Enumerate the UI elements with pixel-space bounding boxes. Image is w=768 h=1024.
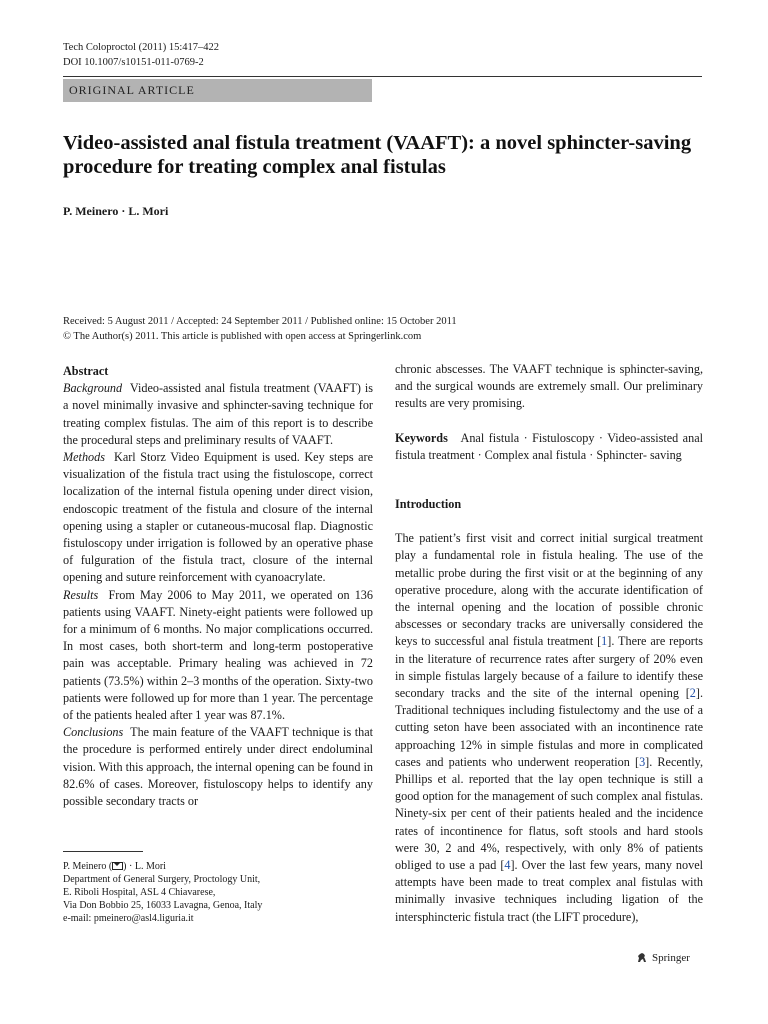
left-column [63, 363, 373, 810]
publication-dates [63, 314, 703, 344]
doi: DOI 10.1007/s10151-011-0769-2 [63, 57, 204, 68]
publisher-name: Springer [652, 952, 690, 964]
abstract-conclusions-continued: chronic abscesses. The VAAFT technique is sphincter-saving, and the surgical wounds are extremely small. Our preliminary results are very promising. [395, 362, 703, 411]
citation-4-link[interactable]: 4 [504, 858, 511, 873]
article-title: Video-assisted anal fistula treatment (VAAFT): a novel sphincter-saving procedure for treating complex anal fistulas [63, 132, 692, 178]
received-dates: Received: 5 August 2011 / Accepted: 24 September 2011 / Published online: 15 October 2011 [63, 316, 457, 327]
publisher-logo [636, 952, 690, 964]
background-label: Background [63, 381, 123, 396]
authors: P. Meinero · L. Mori [63, 204, 169, 218]
intro-text-c: ]. Traditional techniques including fistulectomy and the use of a cutting seton have been associated with an incontinence rate approaching 12% in simple fistulas and more in complicated cases and patients who underwent reoperation [ [395, 686, 703, 769]
methods-label: Methods [63, 450, 105, 465]
citation-2-link[interactable]: 2 [689, 686, 696, 701]
springer-horse-icon [636, 952, 648, 964]
intro-text-e: ]. Over the last few years, many novel attempts have been made to treat complex anal fistulas with minimally invasive techniques including ligation of the intersphincteric fistula tract (the LIFT procedure), [395, 858, 703, 924]
affiliation-names [63, 860, 383, 873]
abstract-methods [63, 449, 373, 587]
affiliation-address: Via Don Bobbio 25, 16033 Lavagna, Genoa, Italy [63, 900, 263, 911]
results-text: From May 2006 to May 2011, we operated on 136 patients using VAAFT. Ninety-eight patients were followed up for a minimum of 6 months. No major complications occurred. In most cases, both short-term and long-term postoperative pain was acceptable. Primary healing was achieved in 72 patients (73.5%) within 2–3 months of the operation. Sixty-two patients were followed up for more than 1 year. The percentage of the patients healed after 1 year was 87.1%. [63, 587, 373, 723]
author-affiliation [63, 860, 383, 925]
intro-text-a: The patient’s first visit and correct initial surgical treatment play a fundamental role in fistula healing. The use of the metallic probe during the first visit or at the beginning of any operative procedure, along with the accurate identification of the internal opening and the location of possible chronic abscesses or secondary tracks are universally considered the keys to successful anal fistula treatment [ [395, 531, 703, 649]
results-label: Results [63, 587, 99, 602]
introduction-heading: Introduction [395, 497, 462, 512]
affiliation-hospital: E. Riboli Hospital, ASL 4 Chiavarese, [63, 887, 216, 898]
abstract-background [63, 380, 373, 449]
right-column [395, 361, 703, 926]
copyright-notice: © The Author(s) 2011. This article is published with open access at Springerlink.com [63, 331, 422, 342]
keywords [395, 430, 703, 464]
article-type-banner: ORIGINAL ARTICLE [63, 79, 372, 102]
citation-3-link[interactable]: 3 [639, 754, 646, 769]
affiliation-email[interactable]: e-mail: pmeinero@asl4.liguria.it [63, 913, 194, 924]
conclusions-text: The main feature of the VAAFT technique is that the procedure is performed entirely under direct endoluminal vision. With this approach, the internal opening can be found in 82.6% of cases. Moreover, fistuloscopy helps to identify any possible secondary tracts or [63, 725, 374, 809]
introduction-paragraph [395, 530, 703, 926]
intro-text-b: ]. There are reports in the literature of recurrence rates after surgery of 20% even in simple fistulas largely because of a failure to identify these secondary tracks and the site of the internal opening [ [395, 634, 703, 701]
affiliation-dept: Department of General Surgery, Proctology Unit, [63, 874, 261, 885]
intro-text-d: ]. Recently, Phillips et al. reported that the lay open technique is still a good option for the management of such complex anal fistulas. Ninety-six per cent of their patients healed and the incidence rates of incontinence for flatus, soft stools and hard stools were 30, 2 and 4%, respectively, with only 8% of patients obliged to use a pad [ [395, 754, 703, 873]
citation-1-link[interactable]: 1 [601, 634, 608, 649]
footnote-divider [63, 851, 143, 852]
abstract-heading: Abstract [63, 364, 109, 378]
conclusions-label: Conclusions [63, 725, 124, 740]
keywords-text: Anal fistula · Fistuloscopy · Video-assisted anal fistula treatment · Complex anal fistula · Sphincter- saving [395, 430, 703, 462]
abstract-results [63, 587, 373, 725]
journal-citation: Tech Coloproctol (2011) 15:417–422 [63, 42, 220, 53]
abstract-conclusions [63, 724, 373, 810]
methods-text: Karl Storz Video Equipment is used. Key steps are visualization of the fistula tract using the fistuloscope, correct localization of the internal fistula opening under direct vision, endoscopic treatment of the fistula and closure of the internal opening using a stapler or cutaneous-mucosal flap. Diagnostic fistuloscopy under irrigation is followed by an operative phase of fulguration of the fistula tract, closure of the internal opening and suture reinforcement with cyanoacrylate. [63, 450, 373, 585]
envelope-icon[interactable] [112, 862, 123, 870]
affiliation-name-a: P. Meinero ( [63, 861, 113, 872]
background-text: Video-assisted anal fistula treatment (VAAFT) is a novel minimally invasive and sphincter-saving technique for treating complex fistulas. The aim of this report is to describe the procedural steps and preliminary results of VAAFT. [63, 381, 373, 447]
affiliation-name-b: ) · L. Mori [123, 861, 166, 872]
header-rule [63, 76, 702, 77]
keywords-label: Keywords [395, 430, 448, 445]
